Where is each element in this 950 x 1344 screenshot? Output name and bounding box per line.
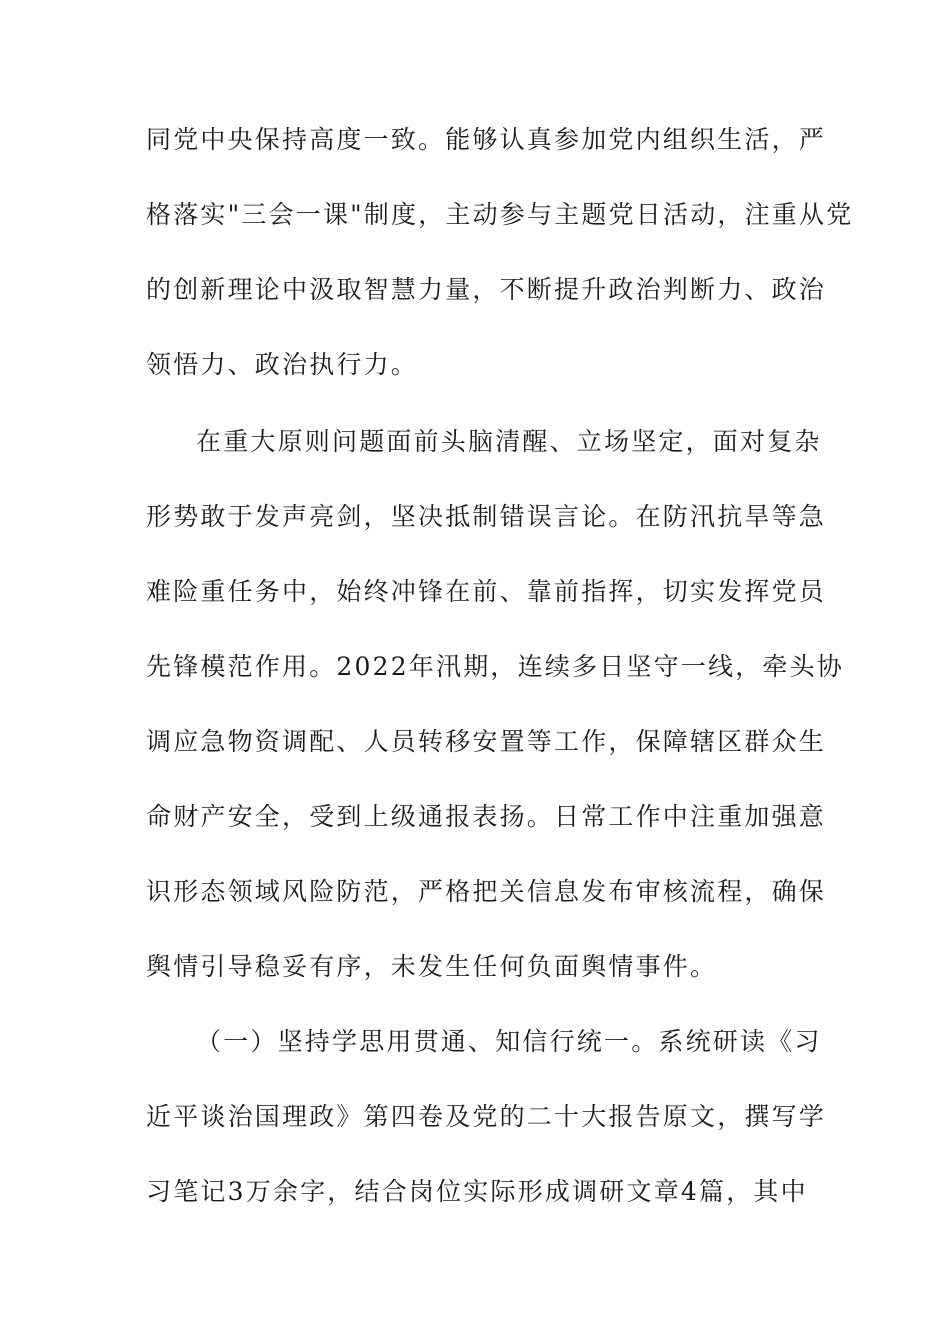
text-line: 格落实"三会一课"制度，主动参与主题党日活动，注重从党 [146,200,854,229]
text-line: 近平谈治国理政》第四卷及党的二十大报告原文，撰写学 [146,1102,827,1131]
text-line: 习笔记3万余字，结合岗位实际形成调研文章4篇，其中 [146,1177,808,1206]
text-line: 难险重任务中，始终冲锋在前、靠前指挥，切实发挥党员 [146,577,827,606]
text-line: 先锋模范作用。2022年汛期，连续多日坚守一线，牵头协 [146,652,845,681]
text-line: 的创新理论中汲取智慧力量，不断提升政治判断力、政治 [146,275,827,304]
text-line: 领悟力、政治执行力。 [146,350,419,379]
text-line: 调应急物资调配、人员转移安置等工作，保障辖区群众生 [146,727,827,756]
text-line: 命财产安全，受到上级通报表扬。日常工作中注重加强意 [146,802,827,831]
text-line: 同党中央保持高度一致。能够认真参加党内组织生活，严 [146,125,827,154]
text-line: 舆情引导稳妥有序，未发生任何负面舆情事件。 [146,952,718,981]
paragraph-first-line: 在重大原则问题面前头脑清醒、立场坚定，面对复杂 [196,427,822,456]
text-line: 形势敢于发声亮剑，坚决抵制错误言论。在防汛抗旱等急 [146,502,827,531]
text-line: 识形态领域风险防范，严格把关信息发布审核流程，确保 [146,877,827,906]
section-heading-line: （一）坚持学思用贯通、知信行统一。系统研读《习 [196,1027,822,1056]
